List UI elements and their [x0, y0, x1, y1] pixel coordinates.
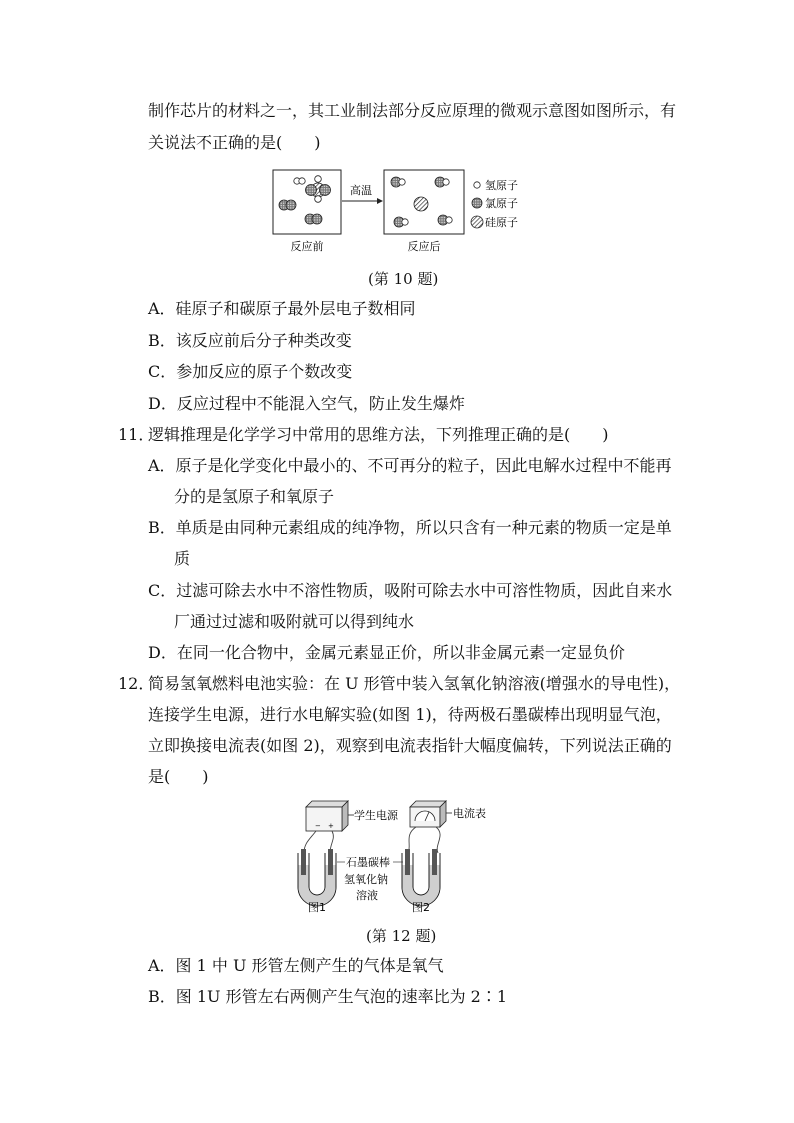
solution-label-1: 氢氧化钠	[344, 873, 388, 886]
ammeter-icon	[410, 801, 446, 827]
q10-option-c: C．参加反应的原子个数改变	[148, 362, 353, 381]
hydrogen-atom-icon	[474, 182, 480, 188]
rod-label: 石墨碳棒	[346, 856, 390, 869]
q11-option-b-line2: 质	[174, 549, 191, 568]
q10-figure	[268, 166, 530, 258]
legend-hydrogen: 氢原子	[485, 179, 518, 192]
power-supply-icon	[306, 801, 348, 831]
chlorine-atom-icon	[472, 198, 482, 208]
q12-number: 12．	[118, 674, 155, 693]
q11-option-b-line1: B．单质是由同种元素组成的纯净物，所以只含有一种元素的物质一定是单	[148, 518, 672, 537]
u-tube-2	[402, 849, 440, 906]
legend-chlorine: 氯原子	[485, 197, 518, 210]
u-tube-1	[298, 849, 336, 906]
q10-stem-line2: 关说法不正确的是( )	[148, 133, 321, 152]
q11-number: 11．	[118, 425, 155, 444]
solution-label-2: 溶液	[356, 889, 378, 902]
q12-stem-line2: 连接学生电源，进行水电解实验(如图 1)，待两极石墨碳棒出现明显气泡，	[148, 705, 672, 724]
q10-option-a: A．硅原子和碳原子最外层电子数相同	[148, 299, 416, 318]
q12-caption: (第 12 题)	[366, 927, 437, 945]
power-label: 学生电源	[354, 809, 398, 822]
q10-option-d: D．反应过程中不能混入空气，防止发生爆炸	[148, 394, 465, 413]
silicon-atom-icon	[471, 216, 483, 228]
before-label: 反应前	[290, 240, 324, 253]
svg-text:−: −	[315, 822, 321, 830]
fig2-label: 图2	[412, 901, 430, 914]
arrow-label: 高温	[350, 184, 372, 197]
q11-stem: 逻辑推理是化学学习中常用的思维方法，下列推理正确的是( )	[148, 425, 609, 444]
q11-option-a-line1: A．原子是化学变化中最小的、不可再分的粒子，因此电解水过程中不能再	[148, 456, 672, 475]
q10-stem-line1: 制作芯片的材料之一，其工业制法部分反应原理的微观示意图如图所示，有	[148, 101, 677, 120]
svg-text:+: +	[328, 822, 334, 830]
q11-option-c-line2: 厂通过过滤和吸附就可以得到纯水	[174, 612, 415, 631]
q11-option-d: D．在同一化合物中，金属元素显正价，所以非金属元素一定显负价	[148, 643, 625, 662]
q11-option-a-line2: 分的是氢原子和氧原子	[174, 487, 335, 506]
q10-caption: (第 10 题)	[368, 270, 439, 288]
after-label: 反应后	[407, 240, 441, 253]
q12-stem-line1: 简易氢氧燃料电池实验：在 U 形管中装入氢氧化钠溶液(增强水的导电性)，	[148, 674, 681, 693]
q11-option-c-line1: C．过滤可除去水中不溶性物质，吸附可除去水中可溶性物质，因此自来水	[148, 581, 673, 600]
q12-stem-line4: 是( )	[148, 767, 209, 786]
meter-label: 电流表	[453, 807, 486, 820]
q12-option-b: B．图 1U 形管左右两侧产生气泡的速率比为 2∶1	[148, 987, 508, 1006]
q12-figure	[290, 795, 500, 915]
q12-stem-line3: 立即换接电流表(如图 2)，观察到电流表指针大幅度偏转，下列说法正确的	[148, 736, 672, 755]
q10-option-b: B．该反应前后分子种类改变	[148, 331, 352, 350]
fig1-label: 图1	[308, 901, 326, 914]
q12-option-a: A．图 1 中 U 形管左侧产生的气体是氧气	[148, 956, 444, 975]
legend-silicon: 硅原子	[485, 216, 518, 229]
